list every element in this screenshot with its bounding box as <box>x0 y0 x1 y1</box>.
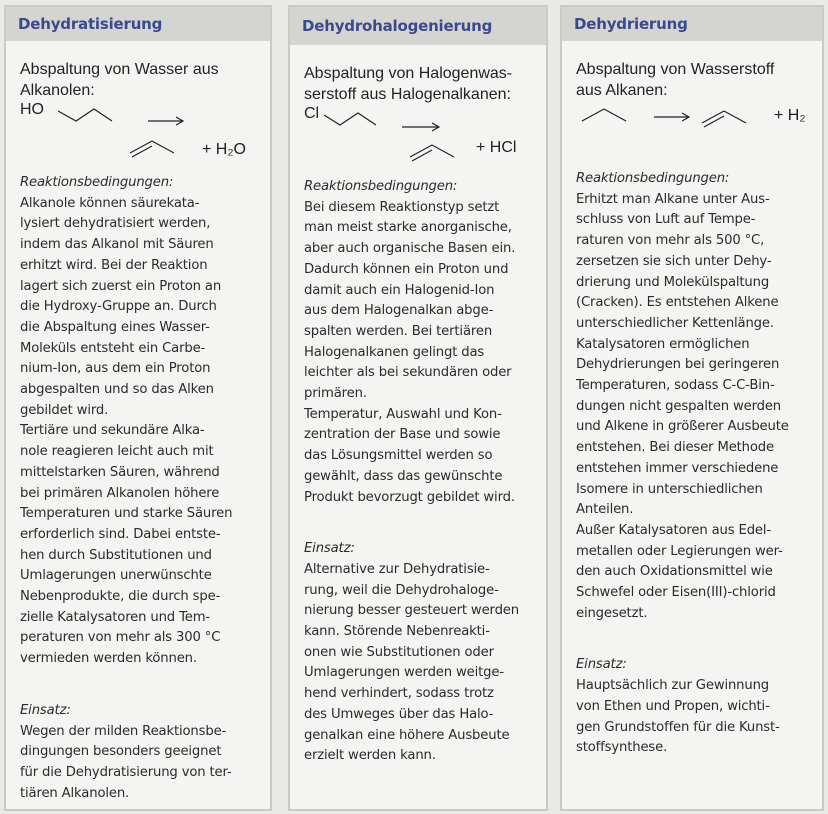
product-label: + H₂ <box>774 107 806 124</box>
column-dehydrierung <box>560 5 824 811</box>
column-dehydrohalogenierung <box>288 5 548 811</box>
usage-label: Einsatz: <box>576 657 627 673</box>
intro-text: Abspaltung von Wasserstoff aus Alkanen: <box>576 61 775 99</box>
usage-label: Einsatz: <box>20 702 71 718</box>
conditions-label: Reaktionsbedingungen: <box>20 175 174 190</box>
column-dehydratisierung <box>4 5 272 811</box>
body-text: Reaktionsbedingungen: Alkanole können säurekata- lysiert dehydratisiert werden, indem das Alkanol mit Säuren erhitzt wird. Bei der Reaktion lagert sich zuerst ein Proton an die Hydroxy-Gruppe an. Durch die Abspaltung eines Wasser- Moleküls entsteht ein Carbe- nium-Ion, aus dem ein Proton abgespalten und so das Alken gebildet wird. Tertiäre und sekundäre Alka- nole reagieren leicht auch mit mittelstarken Säuren, während bei primären Alkanolen höhere Temperaturen und starke Säuren erforderlich sind. Dabei entste- hen durch Substitutionen und Umlagerungen unerwünschte Nebenprodukte, die durch spe- zielle Katalysatoren und Tem- peraturen von mehr als 300 °C vermieden werden können. Einsatz: Wegen der milden Reaktionsbe- dingungen besonders geeignet für die Dehydratisierung von ter- tiären Alkanolen. <box>6 173 270 804</box>
reaction-scheme <box>290 105 546 177</box>
product-label: + H₂O <box>202 141 246 158</box>
column-title: Dehydrohalogenierung <box>290 7 546 45</box>
conditions-label: Reaktionsbedingungen: <box>576 171 730 186</box>
product-label: + HCl <box>476 139 517 156</box>
usage-label: Einsatz: <box>304 541 355 557</box>
column-title: Dehydrierung <box>562 7 822 41</box>
intro-text: Abspaltung von Halogenwas- serstoff aus Halogenalkanen: <box>304 65 513 103</box>
reactant-label: Cl <box>304 105 320 122</box>
column-title: Dehydratisierung <box>6 7 270 41</box>
reaction-scheme <box>562 101 822 169</box>
reactant-label: HO <box>20 101 44 118</box>
body-text: Reaktionsbedingungen: Erhitzt man Alkane unter Aus- schluss von Luft auf Tempe- raturen von mehr als 500 °C, zersetzen sie sich unter Dehy- drierung und Molekülspaltung (Cracken). Es entstehen Alkene unterschiedlicher Kettenlänge. Katalysatoren ermöglichen Dehydrierungen bei geringeren Temperaturen, sodass C-C-Bin- dungen nicht gespalten werden und Alkene in größerer Ausbeute entstehen. Bei dieser Methode entstehen immer verschiedene Isomere in unterschiedlichen Anteilen. Außer Katalysatoren aus Edel- metallen oder Legierungen wer- den auch Oxidationsmittel wie Schwefel oder Eisen(III)-chlorid eingesetzt. Einsatz: Hauptsächlich zur Gewinnung von Ethen und Propen, wichti- gen Grundstoffen für die Kunst- stoffsynthese. <box>562 169 822 759</box>
reaction-scheme <box>6 101 270 173</box>
body-text: Reaktionsbedingungen: Bei diesem Reaktionstyp setzt man meist starke anorganische, aber auch organische Basen ein. Dadurch können ein Proton und damit auch ein Halogenid-Ion aus dem Halogenalkan abge- spalten werden. Bei tertiären Halogenalkanen gelingt das leichter als bei sekundären oder primären. Temperatur, Auswahl und Kon- zentration der Base und sowie das Lösungsmittel werden so gewählt, dass das gewünschte Produkt bevorzugt gebildet wird. Einsatz: Alternative zur Dehydratisie- rung, weil die Dehydrohaloge- nierung besser gesteuert werden kann. Störende Nebenreakti- onen wie Substitutionen oder Umlagerungen werden weitge- hend verhindert, sodass trotz des Umweges über das Halo- genalkan eine höhere Ausbeute erzielt werden kann. <box>290 177 546 767</box>
reaction-structures <box>6 101 270 173</box>
intro-text: Abspaltung von Wasser aus Alkanolen: <box>20 61 219 99</box>
conditions-label: Reaktionsbedingungen: <box>304 179 458 194</box>
